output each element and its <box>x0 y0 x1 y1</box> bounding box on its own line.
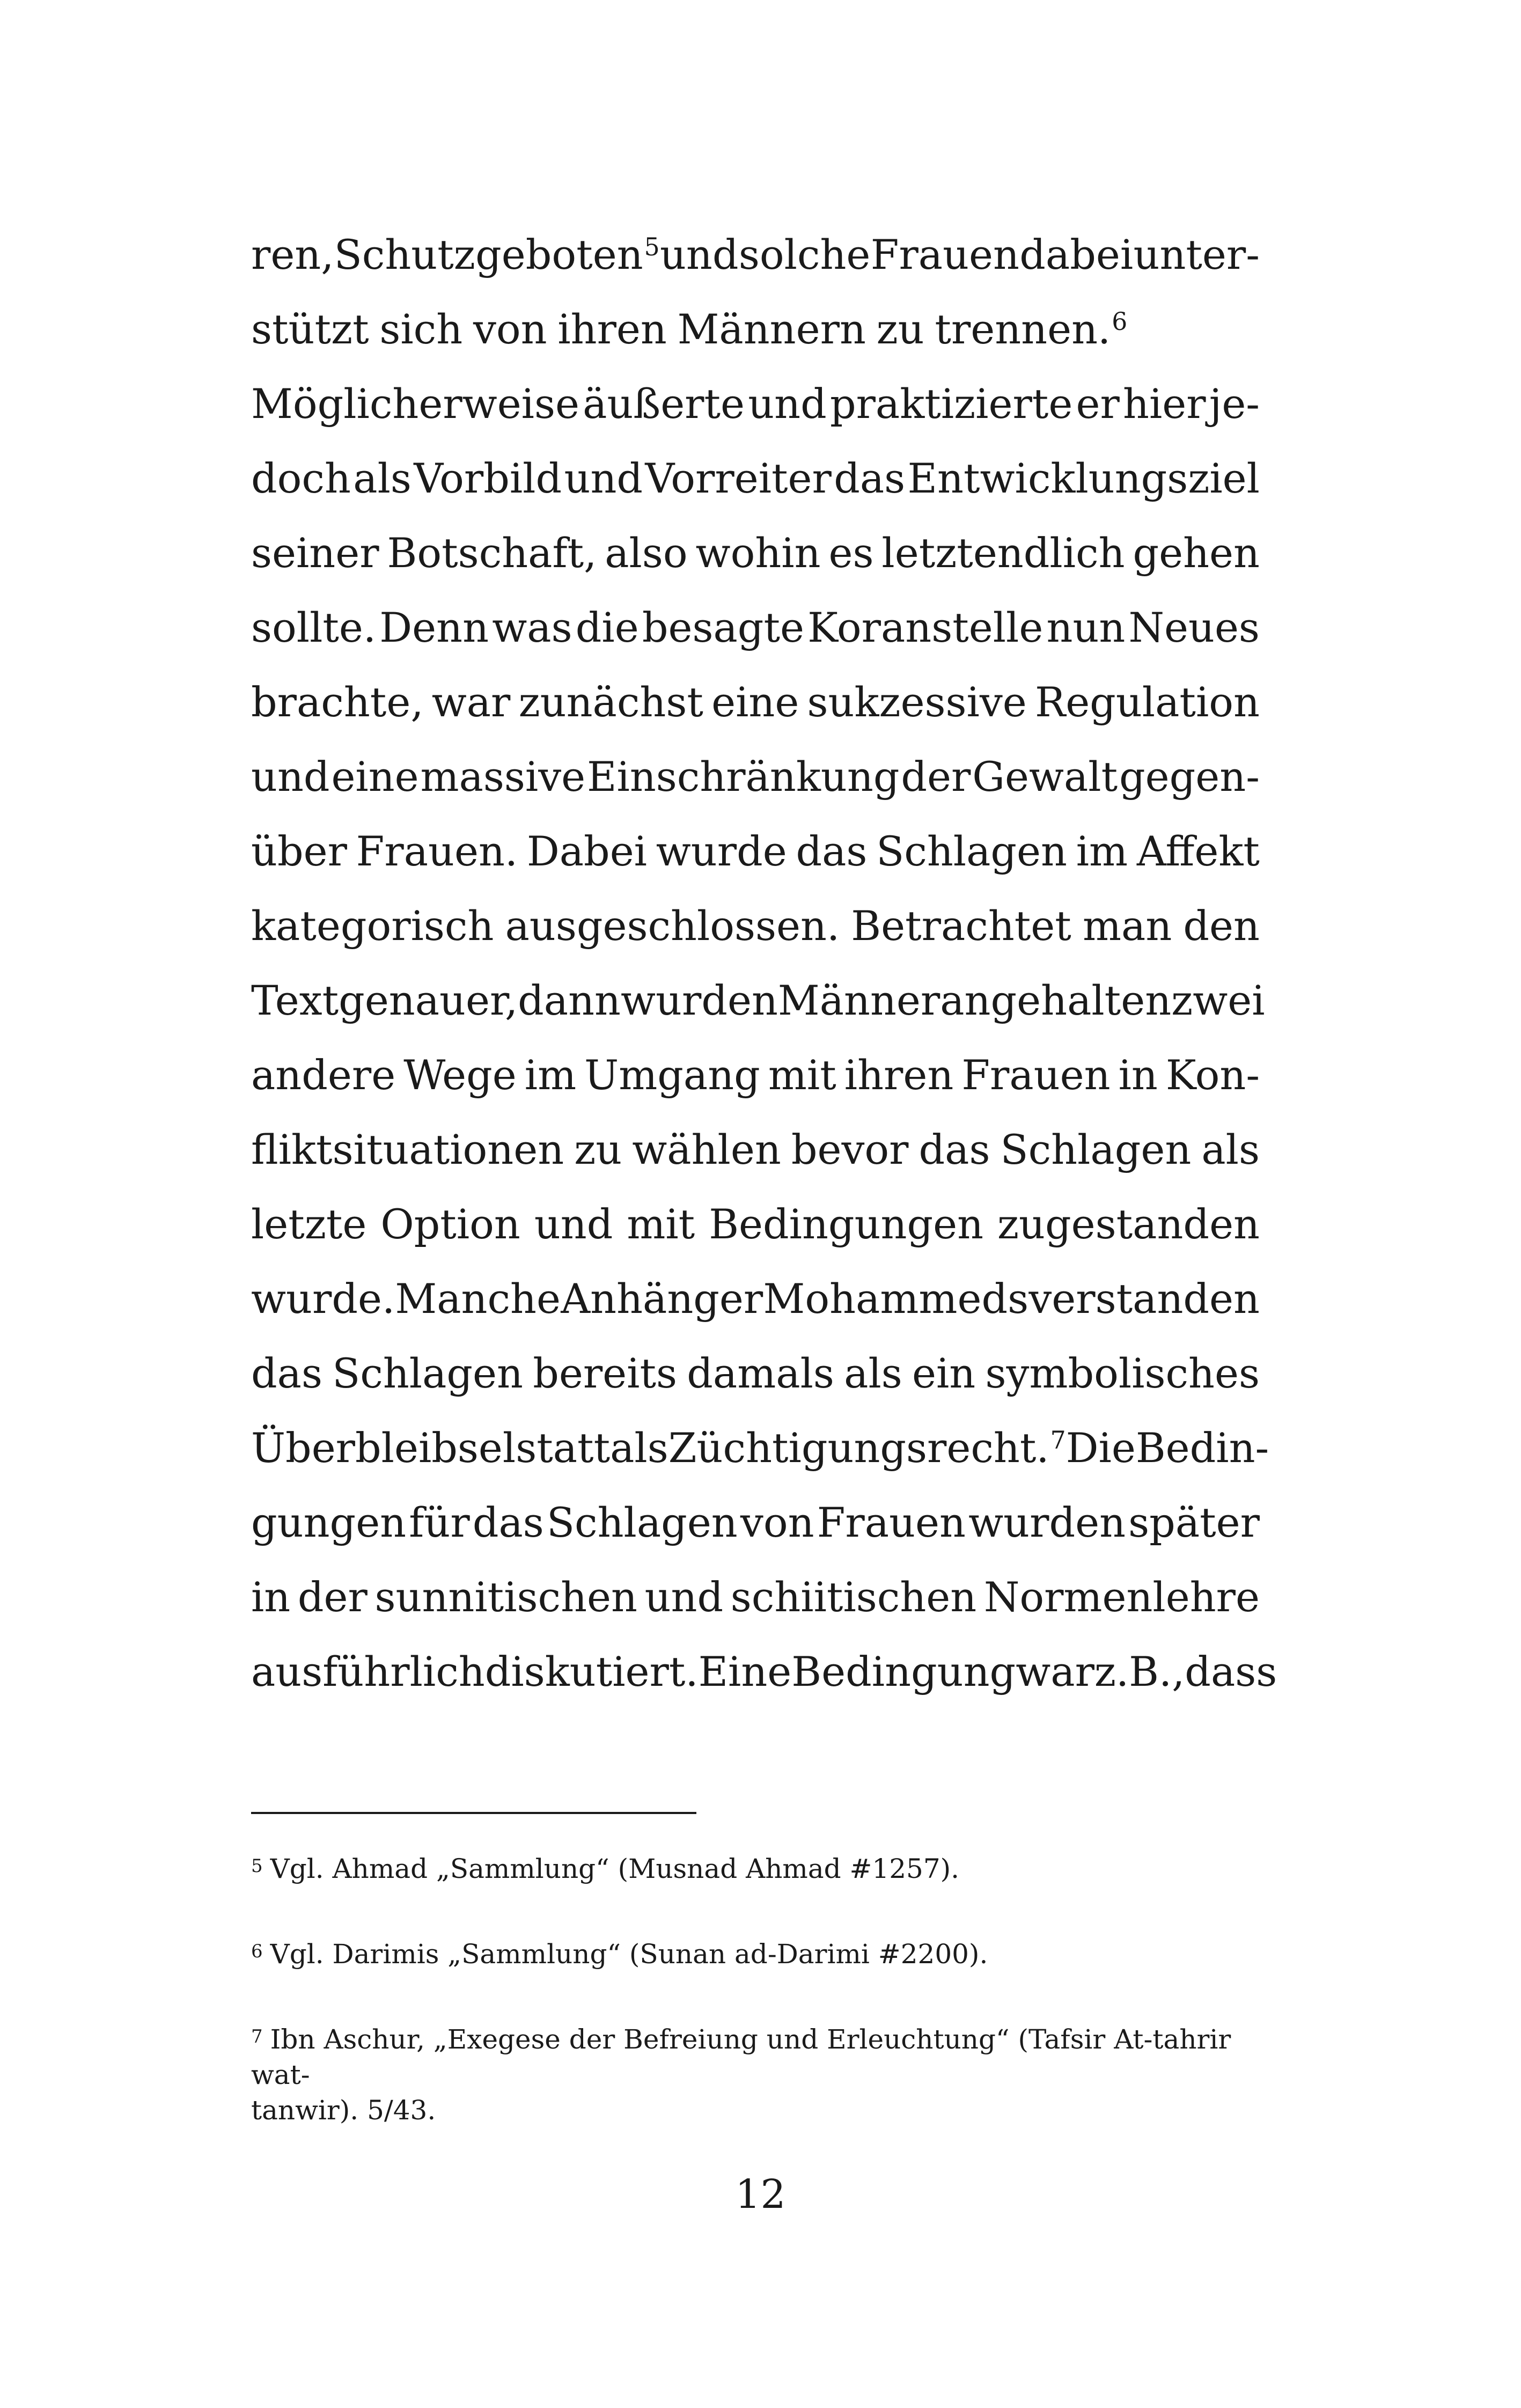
body-text <box>251 217 1277 1709</box>
text-line: Text genauer, dann wurden Männer angehalten zwei <box>251 977 1265 1024</box>
text-line: wurde. Manche Anhänger Mohammeds verstanden <box>251 1275 1260 1323</box>
footnote-number: 7 <box>251 2025 263 2047</box>
footnote-text: Ibn Aschur, „Exegese der Befreiung und Erleuchtung“ (Tafsir At-tahrir wat- <box>251 2023 1231 2090</box>
footnote-text: Vgl. Darimis „Sammlung“ (Sunan ad-Darimi #2200). <box>270 1938 988 1970</box>
text-line: gungen für das Schlagen von Frauen wurden später <box>251 1499 1260 1546</box>
footnote-ref: 6 <box>1112 307 1128 336</box>
footnote-7 <box>251 2019 1260 2128</box>
text-line: Möglicherweise äußerte und praktizierte er hier je- <box>251 380 1260 428</box>
page-number: 12 <box>735 2171 786 2218</box>
text-line: ausführlich diskutiert. Eine Bedingung war z.B., dass <box>251 1648 1277 1695</box>
footnote-text: Vgl. Ahmad „Sammlung“ (Musnad Ahmad #1257). <box>270 1853 960 1884</box>
footnotes <box>251 1848 1260 2175</box>
footnote-number: 6 <box>251 1940 263 1962</box>
text-line: seiner Botschaft, also wohin es letztendlich gehen <box>251 529 1260 577</box>
text-line: Überbleibsel statt als Züchtigungsrecht.$^7$ Die Bedin- <box>251 1424 1269 1472</box>
text-line: in der sunnitischen und schiitischen Normenlehre <box>251 1573 1260 1621</box>
footnote-ref: 7 <box>1050 1426 1066 1455</box>
text-line: fliktsituationen zu wählen bevor das Schlagen als <box>251 1126 1260 1173</box>
text-line: ren, Schutz geboten$^5$ und solche Frauen dabei unter- <box>251 231 1260 278</box>
footnote-ref: 5 <box>644 232 660 261</box>
text-line: brachte, war zunächst eine sukzessive Regulation <box>251 678 1260 726</box>
text-line: sollte. Denn was die besagte Koranstelle nun Neues <box>251 604 1260 651</box>
text-line: über Frauen. Dabei wurde das Schlagen im Affekt <box>251 827 1260 875</box>
text-line: und eine massive Einschränkung der Gewalt gegen- <box>251 753 1260 801</box>
footnote-5 <box>251 1848 1260 1886</box>
text-line: doch als Vorbild und Vorreiter das Entwicklungsziel <box>251 454 1260 502</box>
text-line: andere Wege im Umgang mit ihren Frauen in Kon- <box>251 1051 1260 1099</box>
text-line: das Schlagen bereits damals als ein symbolisches <box>251 1349 1260 1397</box>
text-line: stützt sich von ihren Männern zu trennen.$^6$ <box>251 305 1128 353</box>
text-line: kategorisch ausgeschlossen. Betrachtet man den <box>251 902 1260 950</box>
text-line: letzte Option und mit Bedingungen zugestanden <box>251 1200 1260 1248</box>
footnote-number: 5 <box>251 1855 263 1877</box>
footnote-6 <box>251 1934 1260 1972</box>
footnote-text-continuation: tanwir). 5/43. <box>251 2094 436 2126</box>
footnote-separator <box>251 1812 696 1814</box>
